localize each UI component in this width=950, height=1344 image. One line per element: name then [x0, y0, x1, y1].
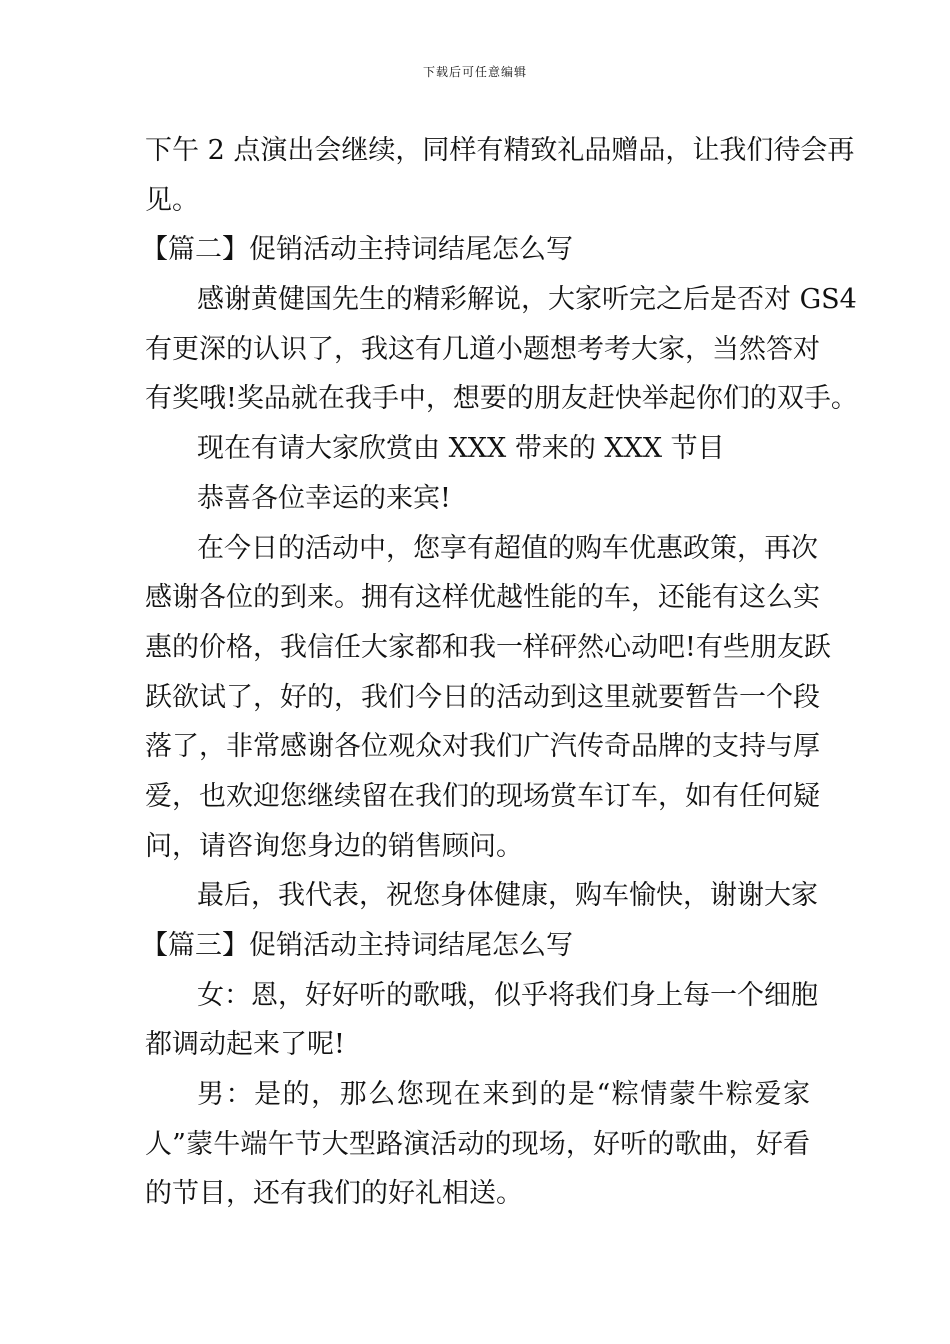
paragraph-line: 有奖哦!奖品就在我手中，想要的朋友赶快举起你们的双手。 — [145, 383, 858, 415]
paragraph-line: 现在有请大家欣赏由 XXX 带来的 XXX 节目 — [197, 433, 725, 465]
paragraph-line: 惠的价格，我信任大家都和我一样砰然心动吧!有些朋友跃 — [145, 631, 831, 663]
paragraph-line: 男：是的，那么您现在来到的是“粽情蒙牛粽爱家 — [197, 1079, 810, 1111]
paragraph-line: 见。 — [145, 184, 199, 216]
document-body — [141, 126, 858, 1219]
paragraph-line: 在今日的活动中，您享有超值的购车优惠政策，再次 — [197, 532, 818, 564]
paragraph-line: 女：恩，好好听的歌哦，似乎将我们身上每一个细胞 — [197, 979, 818, 1011]
paragraph-line: 都调动起来了呢! — [145, 1029, 345, 1061]
paragraph-line: 恭喜各位幸运的来宾! — [197, 482, 451, 514]
paragraph-line: 的节目，还有我们的好礼相送。 — [145, 1178, 523, 1210]
paragraph-line: 爱，也欢迎您继续留在我们的现场赏车订车，如有任何疑 — [145, 780, 820, 812]
paragraph-line: 人”蒙牛端午节大型路演活动的现场，好听的歌曲，好看 — [145, 1128, 810, 1160]
page-header: 下载后可任意编辑 — [422, 65, 527, 79]
section-heading: 【篇三】促销活动主持词结尾怎么写 — [141, 930, 573, 961]
section-heading: 【篇二】促销活动主持词结尾怎么写 — [141, 234, 573, 266]
paragraph-line: 问，请咨询您身边的销售顾问。 — [145, 830, 523, 862]
paragraph-line: 落了，非常感谢各位观众对我们广汽传奇品牌的支持与厚 — [145, 731, 820, 763]
paragraph-line: 感谢各位的到来。拥有这样优越性能的车，还能有这么实 — [145, 582, 820, 614]
paragraph-line: 最后，我代表，祝您身体健康，购车愉快，谢谢大家 — [197, 880, 818, 912]
paragraph-line: 有更深的认识了，我这有几道小题想考考大家，当然答对 — [145, 333, 820, 365]
paragraph-line: 下午 2 点演出会继续，同样有精致礼品赠品，让我们待会再 — [145, 135, 855, 166]
paragraph-line: 感谢黄健国先生的精彩解说，大家听完之后是否对 GS4 — [197, 284, 857, 316]
paragraph-line: 跃欲试了，好的，我们今日的活动到这里就要暂告一个段 — [145, 681, 820, 713]
